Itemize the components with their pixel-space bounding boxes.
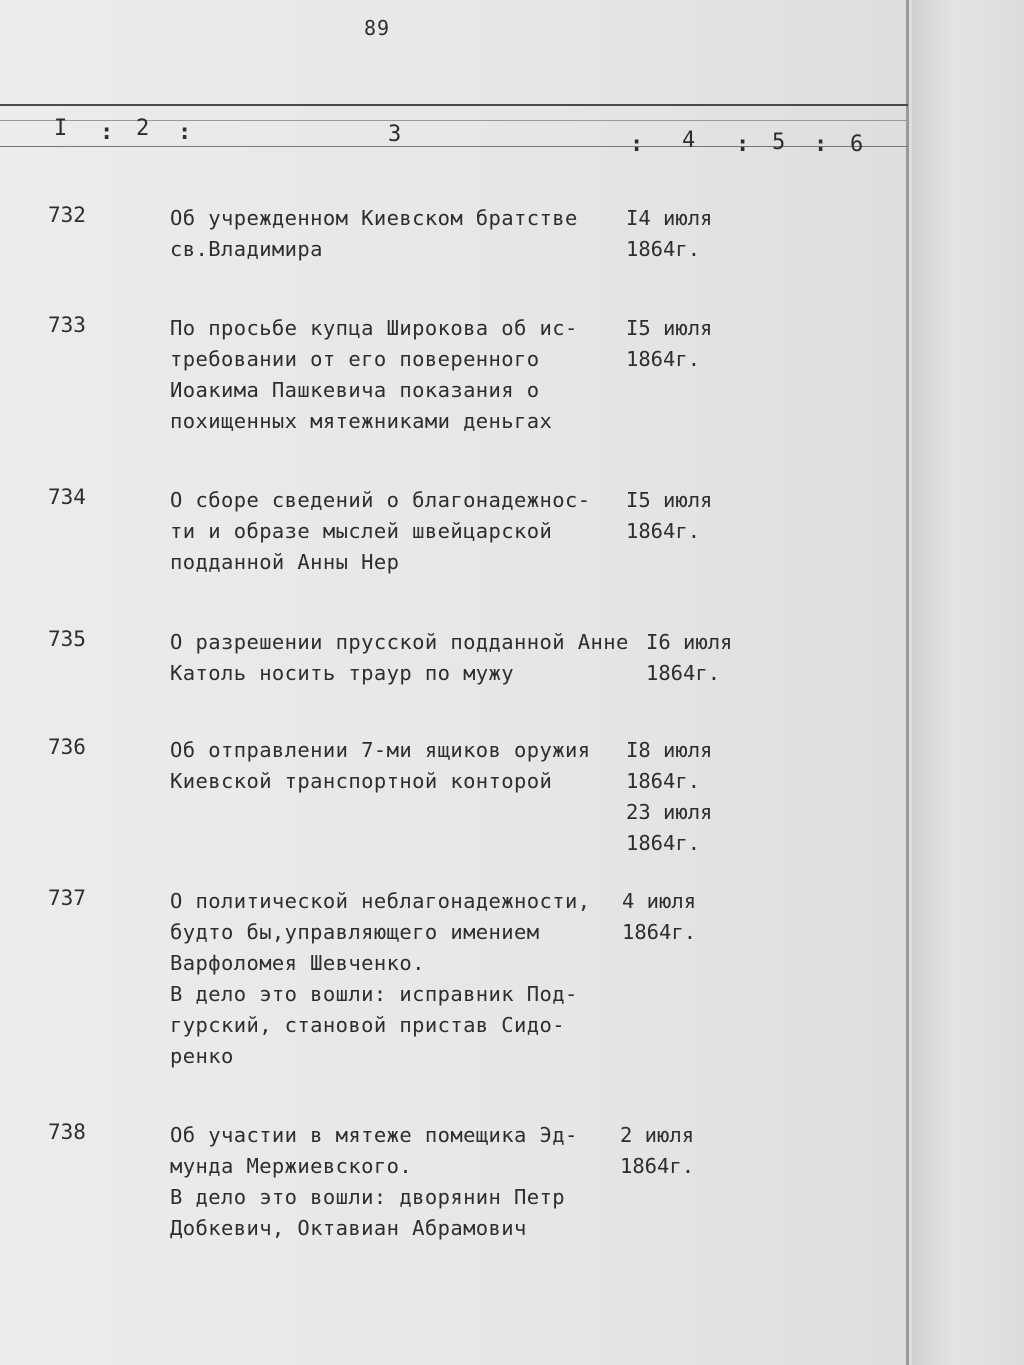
entry-title: О разрешении прусской подданной Анне Католь носить траур по мужу: [170, 630, 629, 685]
entry-date: I5 июля 1864г.: [626, 488, 713, 543]
entry-title: По просьбе купца Широкова об ис- требовании от его поверенного Иоакима Пашкевича показания о похищенных мятежниками деньгах: [170, 316, 578, 433]
column-separator: :: [814, 132, 828, 157]
entry-title: Об участии в мятеже помещика Эд- мунда Мержиевского. В дело это вошли: дворянин Петр Добкевич, Октавиан Абрамович: [170, 1123, 578, 1240]
entry-date: 2 июля 1864г.: [620, 1123, 695, 1178]
column-header-1: I: [54, 116, 68, 141]
entry-number: 733: [48, 313, 86, 337]
entry-number: 737: [48, 886, 86, 910]
header-top-rule: [0, 104, 908, 106]
entry-number: 736: [48, 735, 86, 759]
entry-date: I4 июля 1864г.: [626, 206, 713, 261]
page-number: 89: [364, 16, 391, 40]
column-separator: :: [736, 132, 750, 157]
entry-date: I6 июля 1864г.: [646, 630, 733, 685]
column-header-5: 5: [772, 130, 786, 155]
column-header-3: 3: [388, 122, 402, 147]
column-separator: :: [100, 120, 114, 145]
entry-number: 734: [48, 485, 86, 509]
underlying-page: [909, 0, 1024, 1365]
entry-title: Об отправлении 7-ми ящиков оружия Киевской транспортной конторой: [170, 738, 591, 793]
column-header-6: 6: [850, 132, 864, 157]
entry-number: 735: [48, 627, 86, 651]
column-separator: :: [178, 120, 192, 145]
page-edge: [906, 0, 909, 1365]
entry-title: О сборе сведений о благонадежнос- ти и образе мыслей швейцарской подданной Анны Нер: [170, 488, 591, 574]
entry-number: 732: [48, 203, 86, 227]
entry-number: 738: [48, 1120, 86, 1144]
column-header-2: 2: [136, 116, 150, 141]
entry-date: I5 июля 1864г.: [626, 316, 713, 371]
entry-date: 4 июля 1864г.: [622, 889, 697, 944]
column-header-4: 4: [682, 128, 696, 153]
entry-title: Об учрежденном Киевском братстве св.Владимира: [170, 206, 578, 261]
entry-title: О политической неблагонадежности, будто бы,управляющего имением Варфоломея Шевченко. В дело это вошли: исправник Под- гурский, становой пристав Сидо- ренко: [170, 889, 591, 1068]
column-separator: :: [630, 132, 644, 157]
entry-date: I8 июля 1864г. 23 июля 1864г.: [626, 738, 713, 855]
